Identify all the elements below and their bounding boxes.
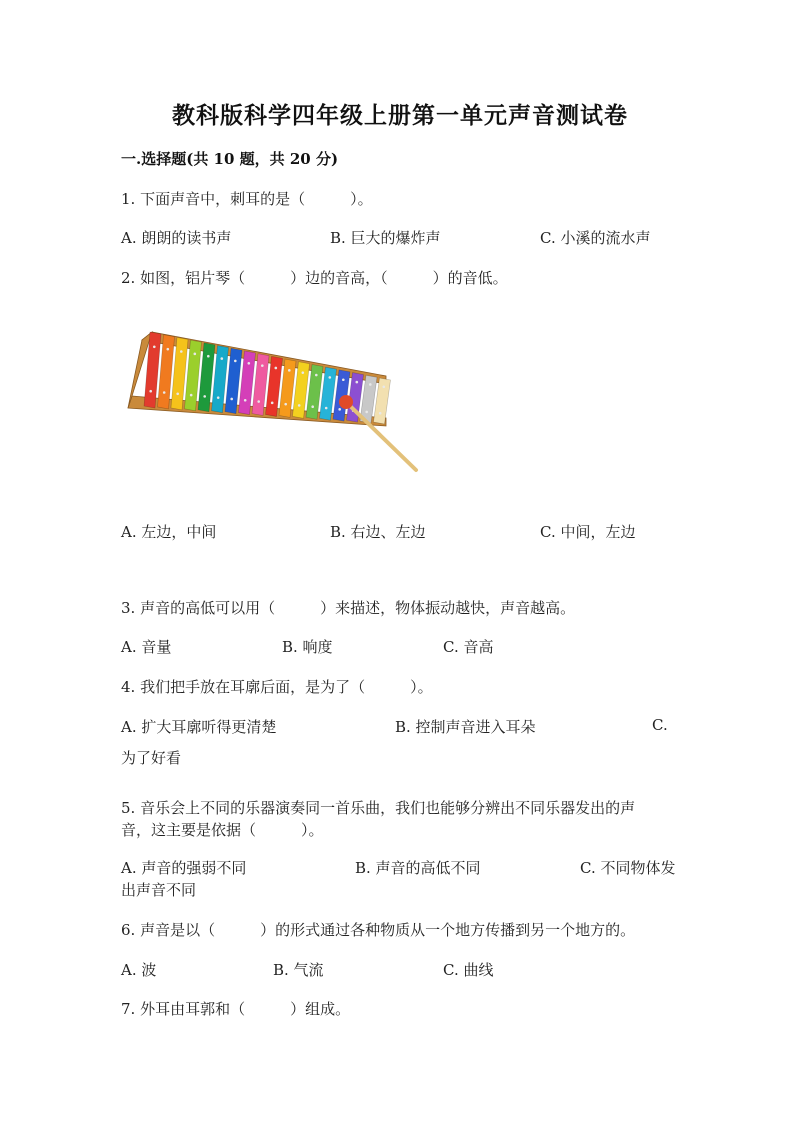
question-6-option-b: B. 气流: [273, 961, 324, 979]
question-6-option-a: A. 波: [121, 961, 157, 979]
question-1-option-c: C. 小溪的流水声: [540, 229, 651, 247]
question-3-option-b: B. 响度: [282, 638, 333, 656]
xylophone-bar-pin: [248, 362, 251, 365]
xylophone-bar-pin: [311, 405, 314, 408]
xylophone-bar-pin: [194, 353, 197, 356]
question-5-option-c: C. 不同物体发: [580, 859, 676, 877]
question-6-option-c: C. 曲线: [443, 961, 494, 979]
xylophone-bar-pin: [338, 408, 341, 411]
page-title: 教科版科学四年级上册第一单元声音测试卷: [172, 102, 628, 129]
question-3-stem: 3. 声音的高低可以用（ ）来描述，物体振动越快，声音越高。: [121, 599, 576, 617]
question-5-option-b: B. 声音的高低不同: [355, 859, 481, 877]
xylophone-bar-pin: [315, 374, 318, 377]
xylophone-bar-pin: [365, 411, 368, 414]
question-1-stem: 1. 下面声音中，刺耳的是（ ）。: [121, 190, 373, 208]
xylophone-bar-pin: [217, 396, 220, 399]
question-1-option-a: A. 朗朗的读书声: [121, 229, 232, 247]
xylophone-image: [124, 318, 424, 483]
xylophone-bar-pin: [325, 407, 328, 410]
question-3-option-c: C. 音高: [443, 638, 494, 656]
xylophone-bar-pin: [284, 403, 287, 406]
xylophone-bar-pin: [275, 367, 278, 370]
xylophone-bar-pin: [369, 383, 372, 386]
mallet-head: [339, 395, 353, 409]
question-5-stem-line-2: 音，这主要是依据（ ）。: [121, 821, 324, 839]
question-4-option-b: B. 控制声音进入耳朵: [395, 718, 536, 736]
xylophone-bar-pin: [379, 412, 382, 415]
question-6-stem: 6. 声音是以（ ）的形式通过各种物质从一个地方传播到另一个地方的。: [121, 921, 636, 939]
xylophone-bar-pin: [221, 357, 224, 360]
question-2-stem: 2. 如图，铝片琴（ ）边的音高，（ ）的音低。: [121, 269, 508, 287]
xylophone-bar-pin: [153, 346, 156, 349]
question-5-stem-line-1: 5. 音乐会上不同的乐器演奏同一首乐曲，我们也能够分辨出不同乐器发出的声: [121, 799, 636, 817]
xylophone-bar-pin: [356, 381, 359, 384]
xylophone-bar-pin: [230, 398, 233, 401]
xylophone-bar-pin: [244, 399, 247, 402]
xylophone-bar-pin: [302, 371, 305, 374]
question-2-option-a: A. 左边，中间: [121, 523, 217, 541]
question-7-stem: 7. 外耳由耳郭和（ ）组成。: [121, 1000, 351, 1018]
xylophone-bar-pin: [203, 395, 206, 398]
question-4-option-a: A. 扩大耳廓听得更清楚: [121, 718, 277, 736]
xylophone-bar-pin: [342, 378, 345, 381]
question-1-option-b: B. 巨大的爆炸声: [330, 229, 441, 247]
question-2-option-c: C. 中间，左边: [540, 523, 636, 541]
xylophone-bar-pin: [180, 350, 183, 353]
xylophone-bar-pin: [298, 404, 301, 407]
question-4-option-c: C.: [652, 716, 668, 734]
xylophone-bar-pin: [261, 364, 264, 367]
question-4-stem: 4. 我们把手放在耳廓后面，是为了（ ）。: [121, 678, 433, 696]
xylophone-bar-pin: [288, 369, 291, 372]
xylophone-bar-pin: [257, 400, 260, 403]
xylophone-bar-pin: [271, 402, 274, 405]
question-2-option-b: B. 右边、左边: [330, 523, 426, 541]
xylophone-bar-pin: [163, 391, 166, 394]
question-5-option-a: A. 声音的强弱不同: [121, 859, 247, 877]
question-3-option-a: A. 音量: [121, 638, 172, 656]
question-5-option-c-text: 出声音不同: [121, 881, 197, 899]
question-4-option-c-text: 为了好看: [121, 749, 182, 767]
section-heading: 一.选择题(共 10 题，共 20 分): [121, 150, 339, 168]
xylophone-bar-pin: [234, 360, 237, 363]
xylophone-bar-pin: [149, 390, 152, 393]
xylophone-bar-pin: [190, 394, 193, 397]
xylophone-bar-pin: [176, 392, 179, 395]
xylophone-bar-pin: [383, 386, 386, 389]
xylophone-bar-pin: [167, 348, 170, 351]
xylophone-bar-pin: [329, 376, 332, 379]
xylophone-bar-pin: [207, 355, 210, 358]
